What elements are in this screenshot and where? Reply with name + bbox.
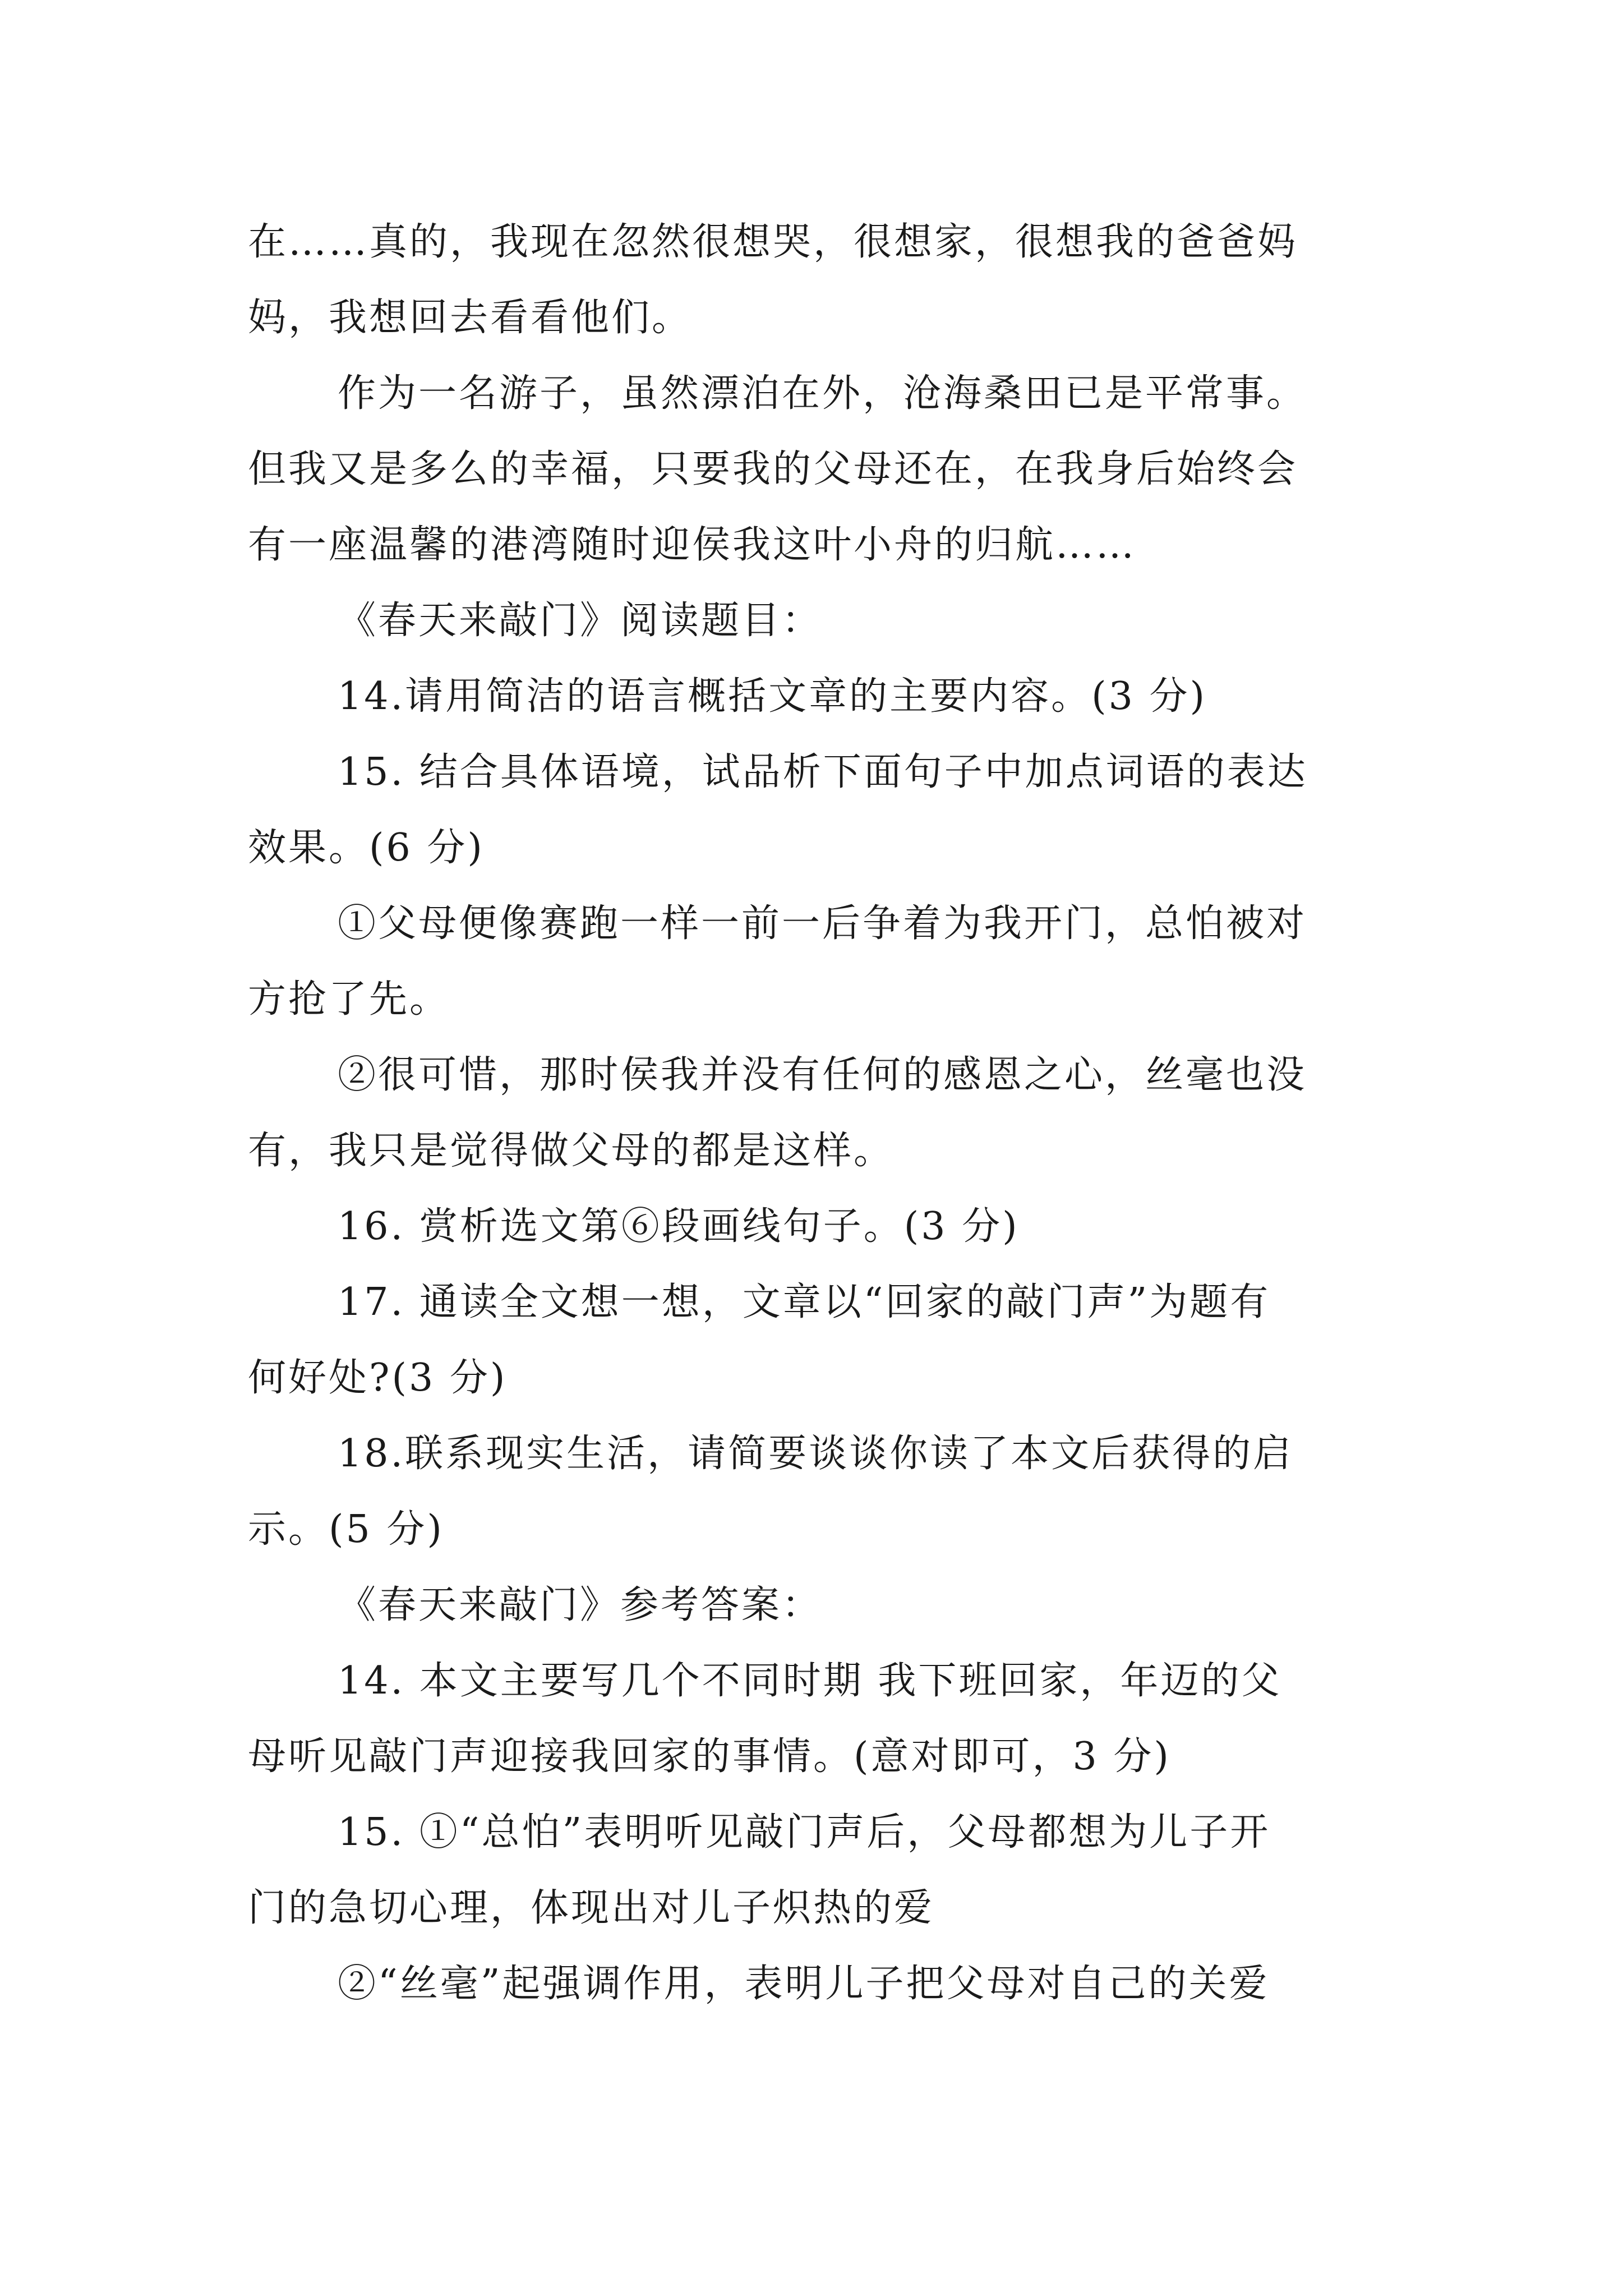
text-line: 但我又是多么的幸福，只要我的父母还在，在我身后始终会 — [248, 447, 1298, 491]
text-line: 有，我只是觉得做父母的都是这样。 — [248, 1129, 895, 1173]
text-line: 14. 本文主要写几个不同时期 我下班回家，年迈的父 — [338, 1659, 1282, 1703]
text-line: ②“丝毫”起强调作用，表明儿子把父母对自己的关爱 — [338, 1962, 1270, 2006]
text-line: 17. 通读全文想一想，文章以“回家的敲门声”为题有 — [338, 1280, 1271, 1324]
text-line: 作为一名游子，虽然漂泊在外，沧海桑田已是平常事。 — [338, 371, 1307, 416]
text-line: 15. 结合具体语境，试品析下面句子中加点词语的表达 — [338, 750, 1308, 794]
text-line: 15. ①“总怕”表明听见敲门声后，父母都想为儿子开 — [338, 1810, 1271, 1855]
text-line: 《春天来敲门》阅读题目： — [338, 599, 823, 643]
text-line: 14.请用简洁的语言概括文章的主要内容。(3 分) — [338, 674, 1207, 719]
text-line: 16. 赏析选文第⑥段画线句子。(3 分) — [338, 1204, 1020, 1249]
text-line: 妈，我想回去看看他们。 — [248, 296, 693, 340]
text-line: 有一座温馨的港湾随时迎侯我这叶小舟的归航…… — [248, 523, 1137, 567]
text-line: 《春天来敲门》参考答案： — [338, 1583, 823, 1627]
text-line: 效果。(6 分) — [248, 826, 485, 870]
text-line: 门的急切心理，体现出对儿子炽热的爱 — [248, 1886, 935, 1930]
text-line: 母听见敲门声迎接我回家的事情。(意对即可，3 分) — [248, 1734, 1171, 1779]
text-line: 何好处?(3 分) — [248, 1356, 508, 1400]
text-line: 在……真的，我现在忽然很想哭，很想家，很想我的爸爸妈 — [248, 220, 1298, 264]
text-line: 18.联系现实生活，请简要谈谈你读了本文后获得的启 — [338, 1432, 1294, 1476]
text-line: ①父母便像赛跑一样一前一后争着为我开门，总怕被对 — [338, 901, 1307, 946]
text-line: 示。(5 分) — [248, 1507, 444, 1552]
text-line: ②很可惜，那时侯我并没有任何的感恩之心，丝毫也没 — [338, 1053, 1307, 1097]
text-line: 方抢了先。 — [248, 977, 450, 1022]
